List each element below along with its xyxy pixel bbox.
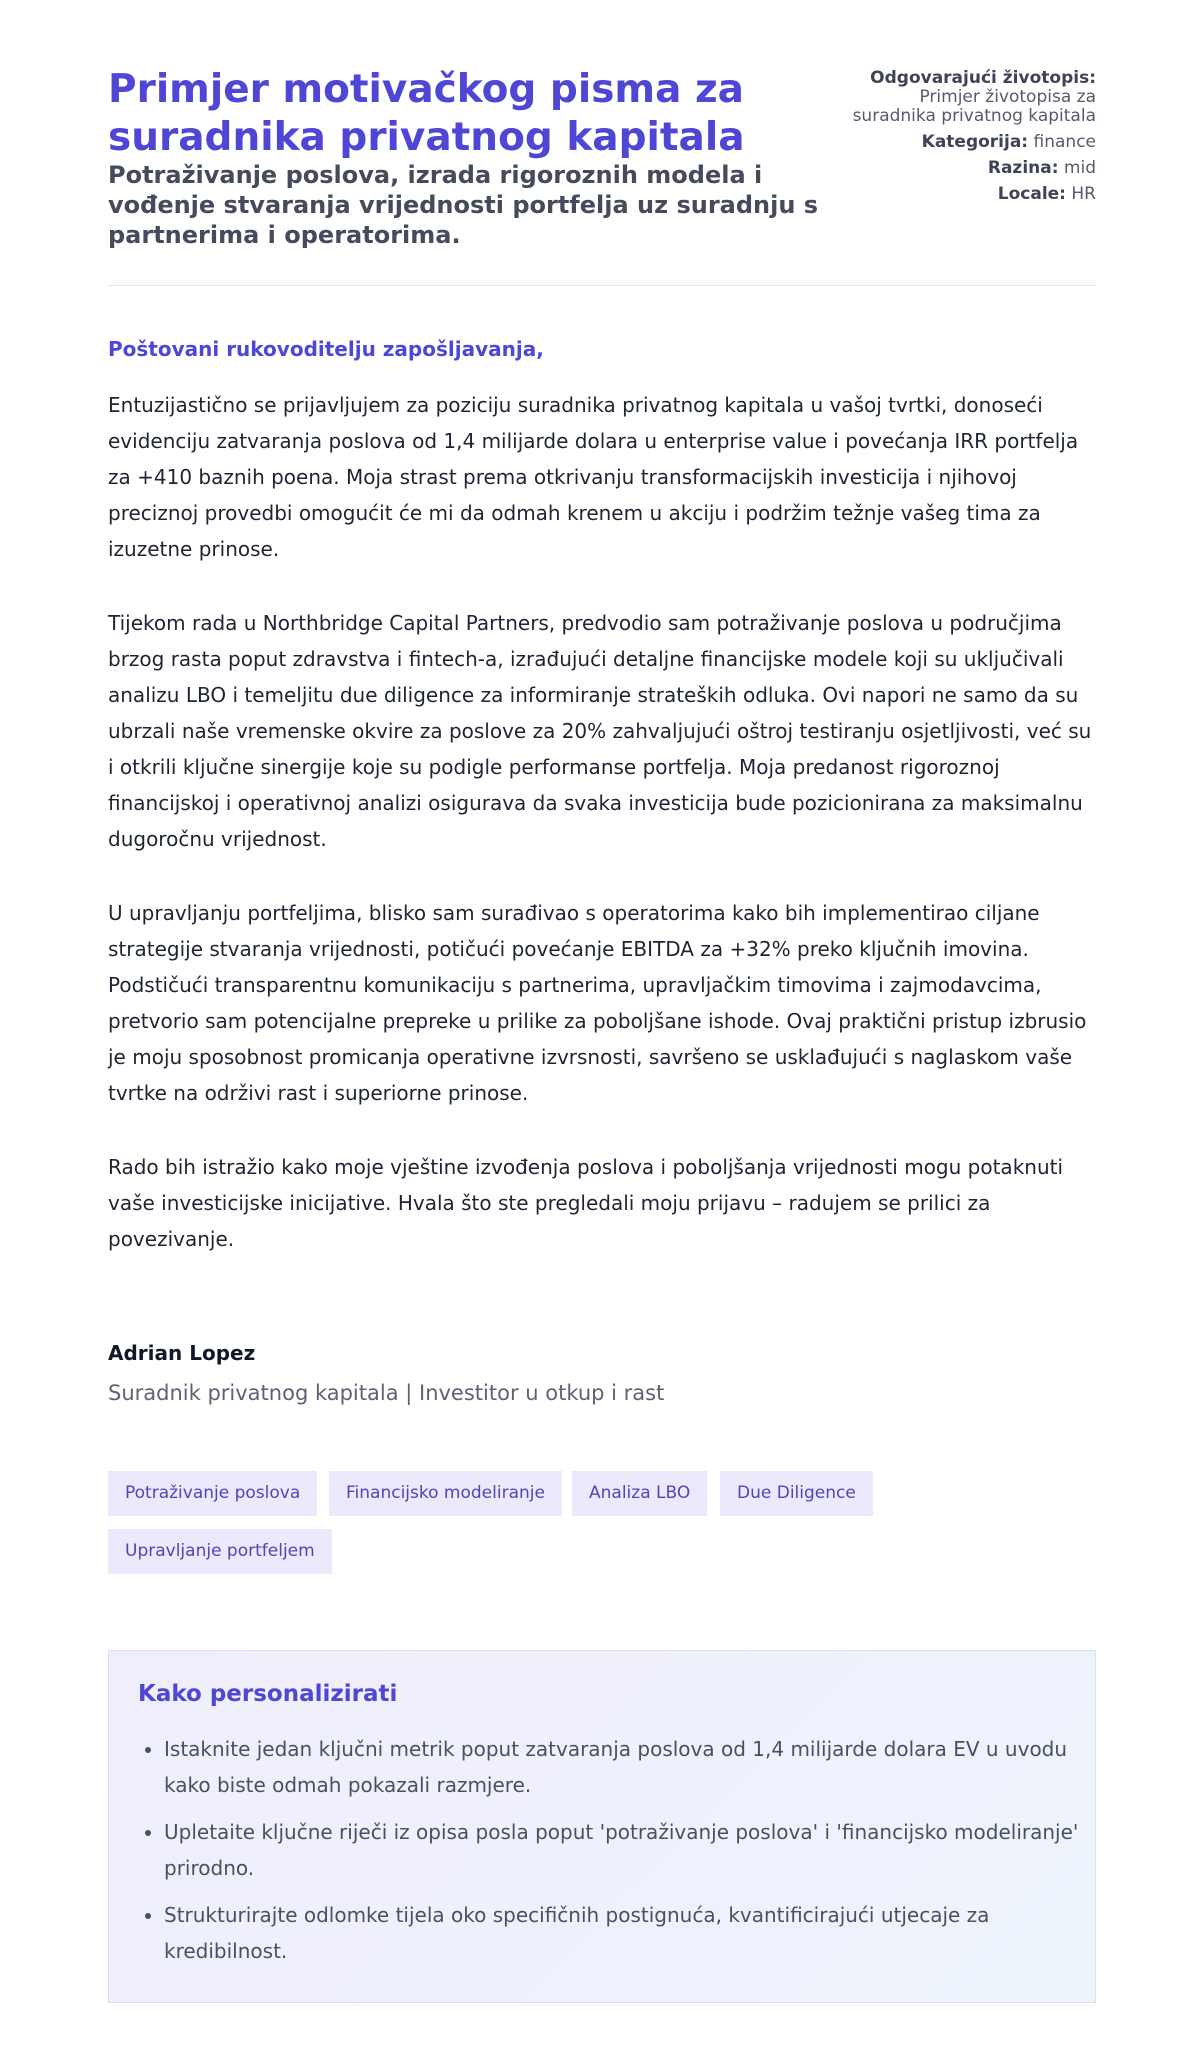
skill-tag: Due Diligence [720, 1471, 873, 1516]
meta-locale-label: Locale: [997, 184, 1066, 204]
letter-paragraph-3: U upravljanju portfeljima, blisko sam surađivao s operatorima kako bih implementirao ciljane strategije stvaranja vrijednosti, potičući povećanje EBITDA za +32% preko ključnih imovina. Podstičući transparentnu komunikaciju s partnerima, upravljačkim timovima i zajmodavcima, pretvorio sam potencijalne prepreke u prilike za poboljšane ishode. Ovaj praktični pristup izbrusio je moju sposobnost promicanja operativne izvrsnosti, savršeno se usklađujući s naglaskom vaše tvrtke na održivi rast i superiorne prinose. [108, 901, 1087, 1105]
page-header [108, 0, 1096, 286]
letter-paragraph-1: Entuzijastično se prijavljujem za poziciju suradnika privatnog kapitala u vašoj tvrtki, donoseći evidenciju zatvaranja poslova od 1,4 milijarde dolara u enterprise value i povećanja IRR portfelja za +410 baznih poena. Moja strast prema otkrivanju transformacijskih investicija i njihovoj preciznoj provedbi omogućit će mi da odmah krenem u akciju i podržim težnje vašeg tima za izuzetne prinose. [108, 393, 1079, 561]
tip-item: • Istaknite jedan ključni metrik poput zatvaranja poslova od 1,4 milijarde dolara EV u uvodu kako biste odmah pokazali razmjere. [164, 1731, 1094, 1803]
meta-resume-value[interactable]: Primjer životopisa za suradnika privatnog kapitala [852, 87, 1096, 126]
meta-category-label: Kategorija: [921, 132, 1029, 152]
page-title: Primjer motivačkog pisma za suradnika privatnog kapitala [108, 67, 745, 160]
meta-locale [836, 184, 1096, 204]
page-subtitle: Potraživanje poslova, izrada rigoroznih modela i vođenje stvaranja vrijednosti portfelja uz suradnju s partnerima i operatorima. [108, 161, 819, 249]
meta-locale-value: HR [1071, 184, 1096, 204]
tips-title: Kako personalizirati [138, 1681, 398, 1707]
signature-name: Adrian Lopez [108, 1341, 256, 1365]
skill-tag: Potraživanje poslova [108, 1471, 317, 1516]
skill-tag: Financijsko modeliranje [329, 1471, 562, 1516]
tip-item: • Strukturirajte odlomke tijela oko specifičnih postignuća, kvantificirajući utjecaje za kredibilnost. [164, 1897, 1094, 1969]
meta-resume [836, 68, 1096, 88]
tip-item: • Upletaite ključne riječi iz opisa posla poput 'potraživanje poslova' i 'financijsko modeliranje' prirodno. [164, 1814, 1094, 1886]
skill-tag: Analiza LBO [572, 1471, 707, 1516]
meta-category-value: finance [1033, 132, 1096, 152]
signature-role: Suradnik privatnog kapitala | Investitor u otkup i rast [108, 1381, 665, 1405]
letter-paragraph-2: Tijekom rada u Northbridge Capital Partners, predvodio sam potraživanje poslova u područjima brzog rasta poput zdravstva i fintech-a, izrađujući detaljne financijske modele koji su uključivali analizu LBO i temeljitu due diligence za informiranje strateških odluka. Ovi napori ne samo da su ubrzali naše vremenske okvire za poslove za 20% zahvaljujući oštroj testiranju osjetljivosti, već su i otkrili ključne sinergije koje su podigle performanse portfelja. Moja predanost rigoroznoj financijskoj i operativnoj analizi osigurava da svaka investicija bude pozicionirana za maksimalnu dugoročnu vrijednost. [108, 611, 1092, 851]
meta-level-value: mid [1063, 158, 1096, 178]
meta-panel [836, 68, 1096, 204]
letter-paragraph-4: Rado bih istražio kako moje vještine izvođenja poslova i poboljšanja vrijednosti mogu potaknuti vaše investicijske inicijative. Hvala što ste pregledali moju prijavu – radujem se prilici za povezivanje. [108, 1155, 1064, 1251]
meta-resume-label: Odgovarajući životopis: [870, 68, 1096, 88]
cover-letter-page [108, 0, 1096, 1963]
meta-category [836, 132, 1096, 152]
personalization-tips-box [108, 1650, 1096, 2003]
letter-greeting: Poštovani rukovoditelju zapošljavanja, [108, 337, 544, 361]
skill-tag: Upravljanje portfeljem [108, 1529, 332, 1574]
meta-level [836, 158, 1096, 178]
tips-list [138, 1731, 1094, 1980]
meta-level-label: Razina: [987, 158, 1059, 178]
